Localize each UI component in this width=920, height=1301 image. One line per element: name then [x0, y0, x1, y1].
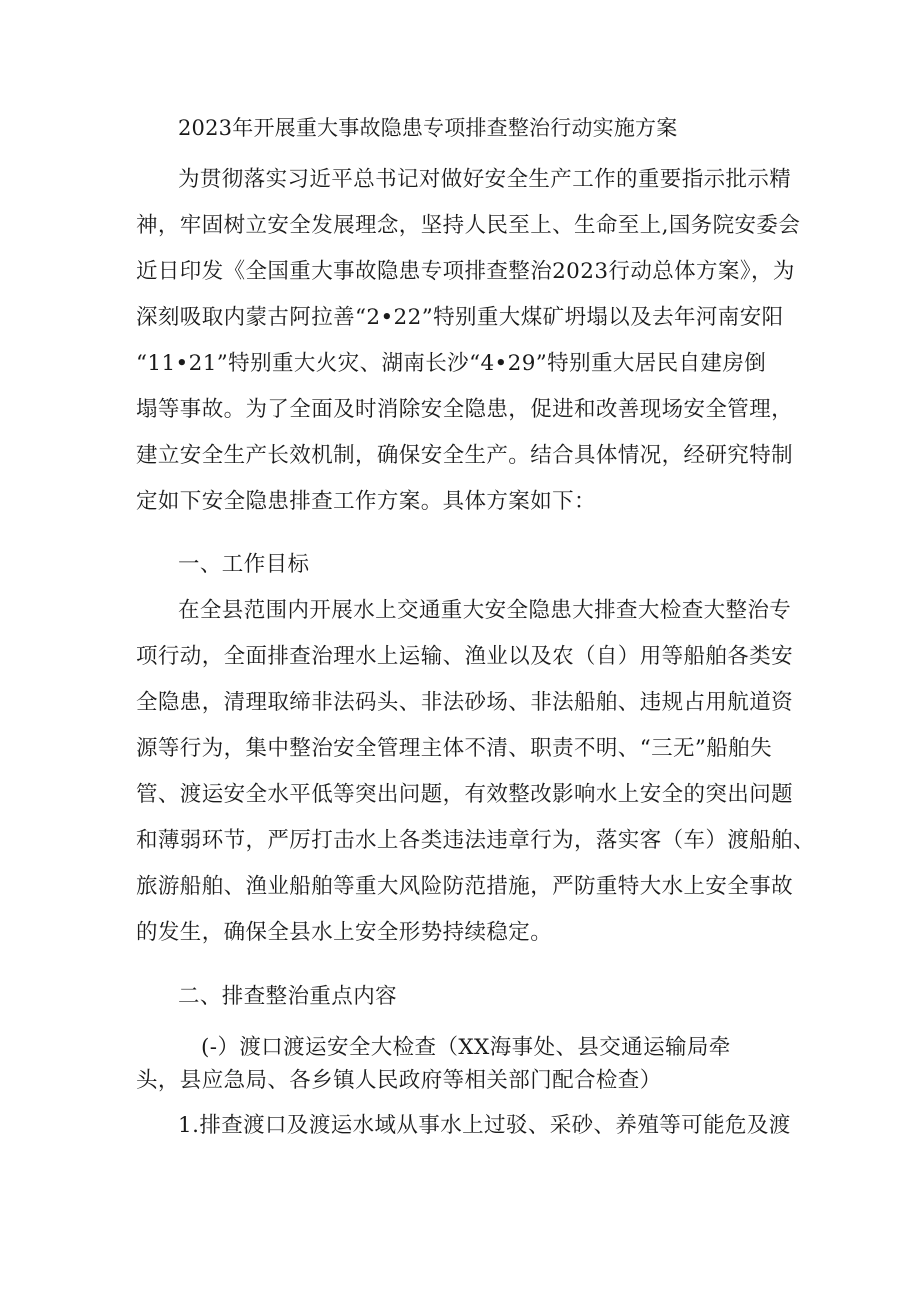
intro-line-5: “11•21”特别重大火灾、湖南长沙“4•29”特别重大居民自建房倒 [136, 351, 767, 376]
section-2-heading: 二、排查整治重点内容 [178, 984, 398, 1009]
section-1-line-3: 全隐患，清理取缔非法码头、非法砂场、非法船舶、违规占用航道资 [136, 690, 794, 715]
section-1-line-8: 的发生，确保全县水上安全形势持续稳定。 [136, 920, 553, 945]
intro-line-2: 神，牢固树立安全发展理念，坚持人民至上、生命至上,国务院安委会 [136, 213, 801, 238]
section-1-line-5: 管、渡运安全水平低等突出问题，有效整改影响水上安全的突出问题 [136, 782, 794, 807]
section-1-line-7: 旅游船舶、渔业船舶等重大风险防范措施，严防重特大水上安全事故 [136, 874, 794, 899]
section-1-line-6: 和薄弱环节，严厉打击水上各类违法违章行为，落实客（车）渡船舶、 [136, 828, 815, 853]
intro-line-7: 建立安全生产长效机制，确保安全生产。结合具体情况，经研究特制 [136, 443, 794, 468]
document-title: 2023年开展重大事故隐患专项排查整治行动实施方案 [178, 116, 678, 140]
intro-line-1: 为贯彻落实习近平总书记对做好安全生产工作的重要指示批示精 [178, 167, 792, 192]
section-1-line-1: 在全县范围内开展水上交通重大安全隐患大排查大检查大整治专 [178, 598, 792, 623]
intro-line-8: 定如下安全隐患排查工作方案。具体方案如下： [136, 489, 596, 514]
subsection-1-line-2: 头，县应急局、各乡镇人民政府等相关部门配合检查） [136, 1068, 662, 1093]
intro-line-3: 近日印发《全国重大事故隐患专项排查整治2023行动总体方案》，为 [136, 259, 795, 284]
section-1-line-4: 源等行为，集中整治安全管理主体不清、职责不明、“三无”船舶失 [136, 736, 772, 761]
intro-line-6: 塌等事故。为了全面及时消除安全隐患，促进和改善现场安全管理， [136, 397, 794, 422]
intro-line-4: 深刻吸取内蒙古阿拉善“2•22”特别重大煤矿坍塌以及去年河南安阳 [136, 305, 784, 330]
item-1-line-1: 1.排查渡口及渡运水域从事水上过驳、采砂、养殖等可能危及渡 [178, 1113, 791, 1138]
subsection-1-line-1: (-）渡口渡运安全大检查（XX海事处、县交通运输局牵 [201, 1035, 731, 1060]
section-1-heading: 一、工作目标 [178, 552, 310, 577]
section-1-line-2: 项行动，全面排查治理水上运输、渔业以及农（自）用等船舶各类安 [136, 644, 794, 669]
